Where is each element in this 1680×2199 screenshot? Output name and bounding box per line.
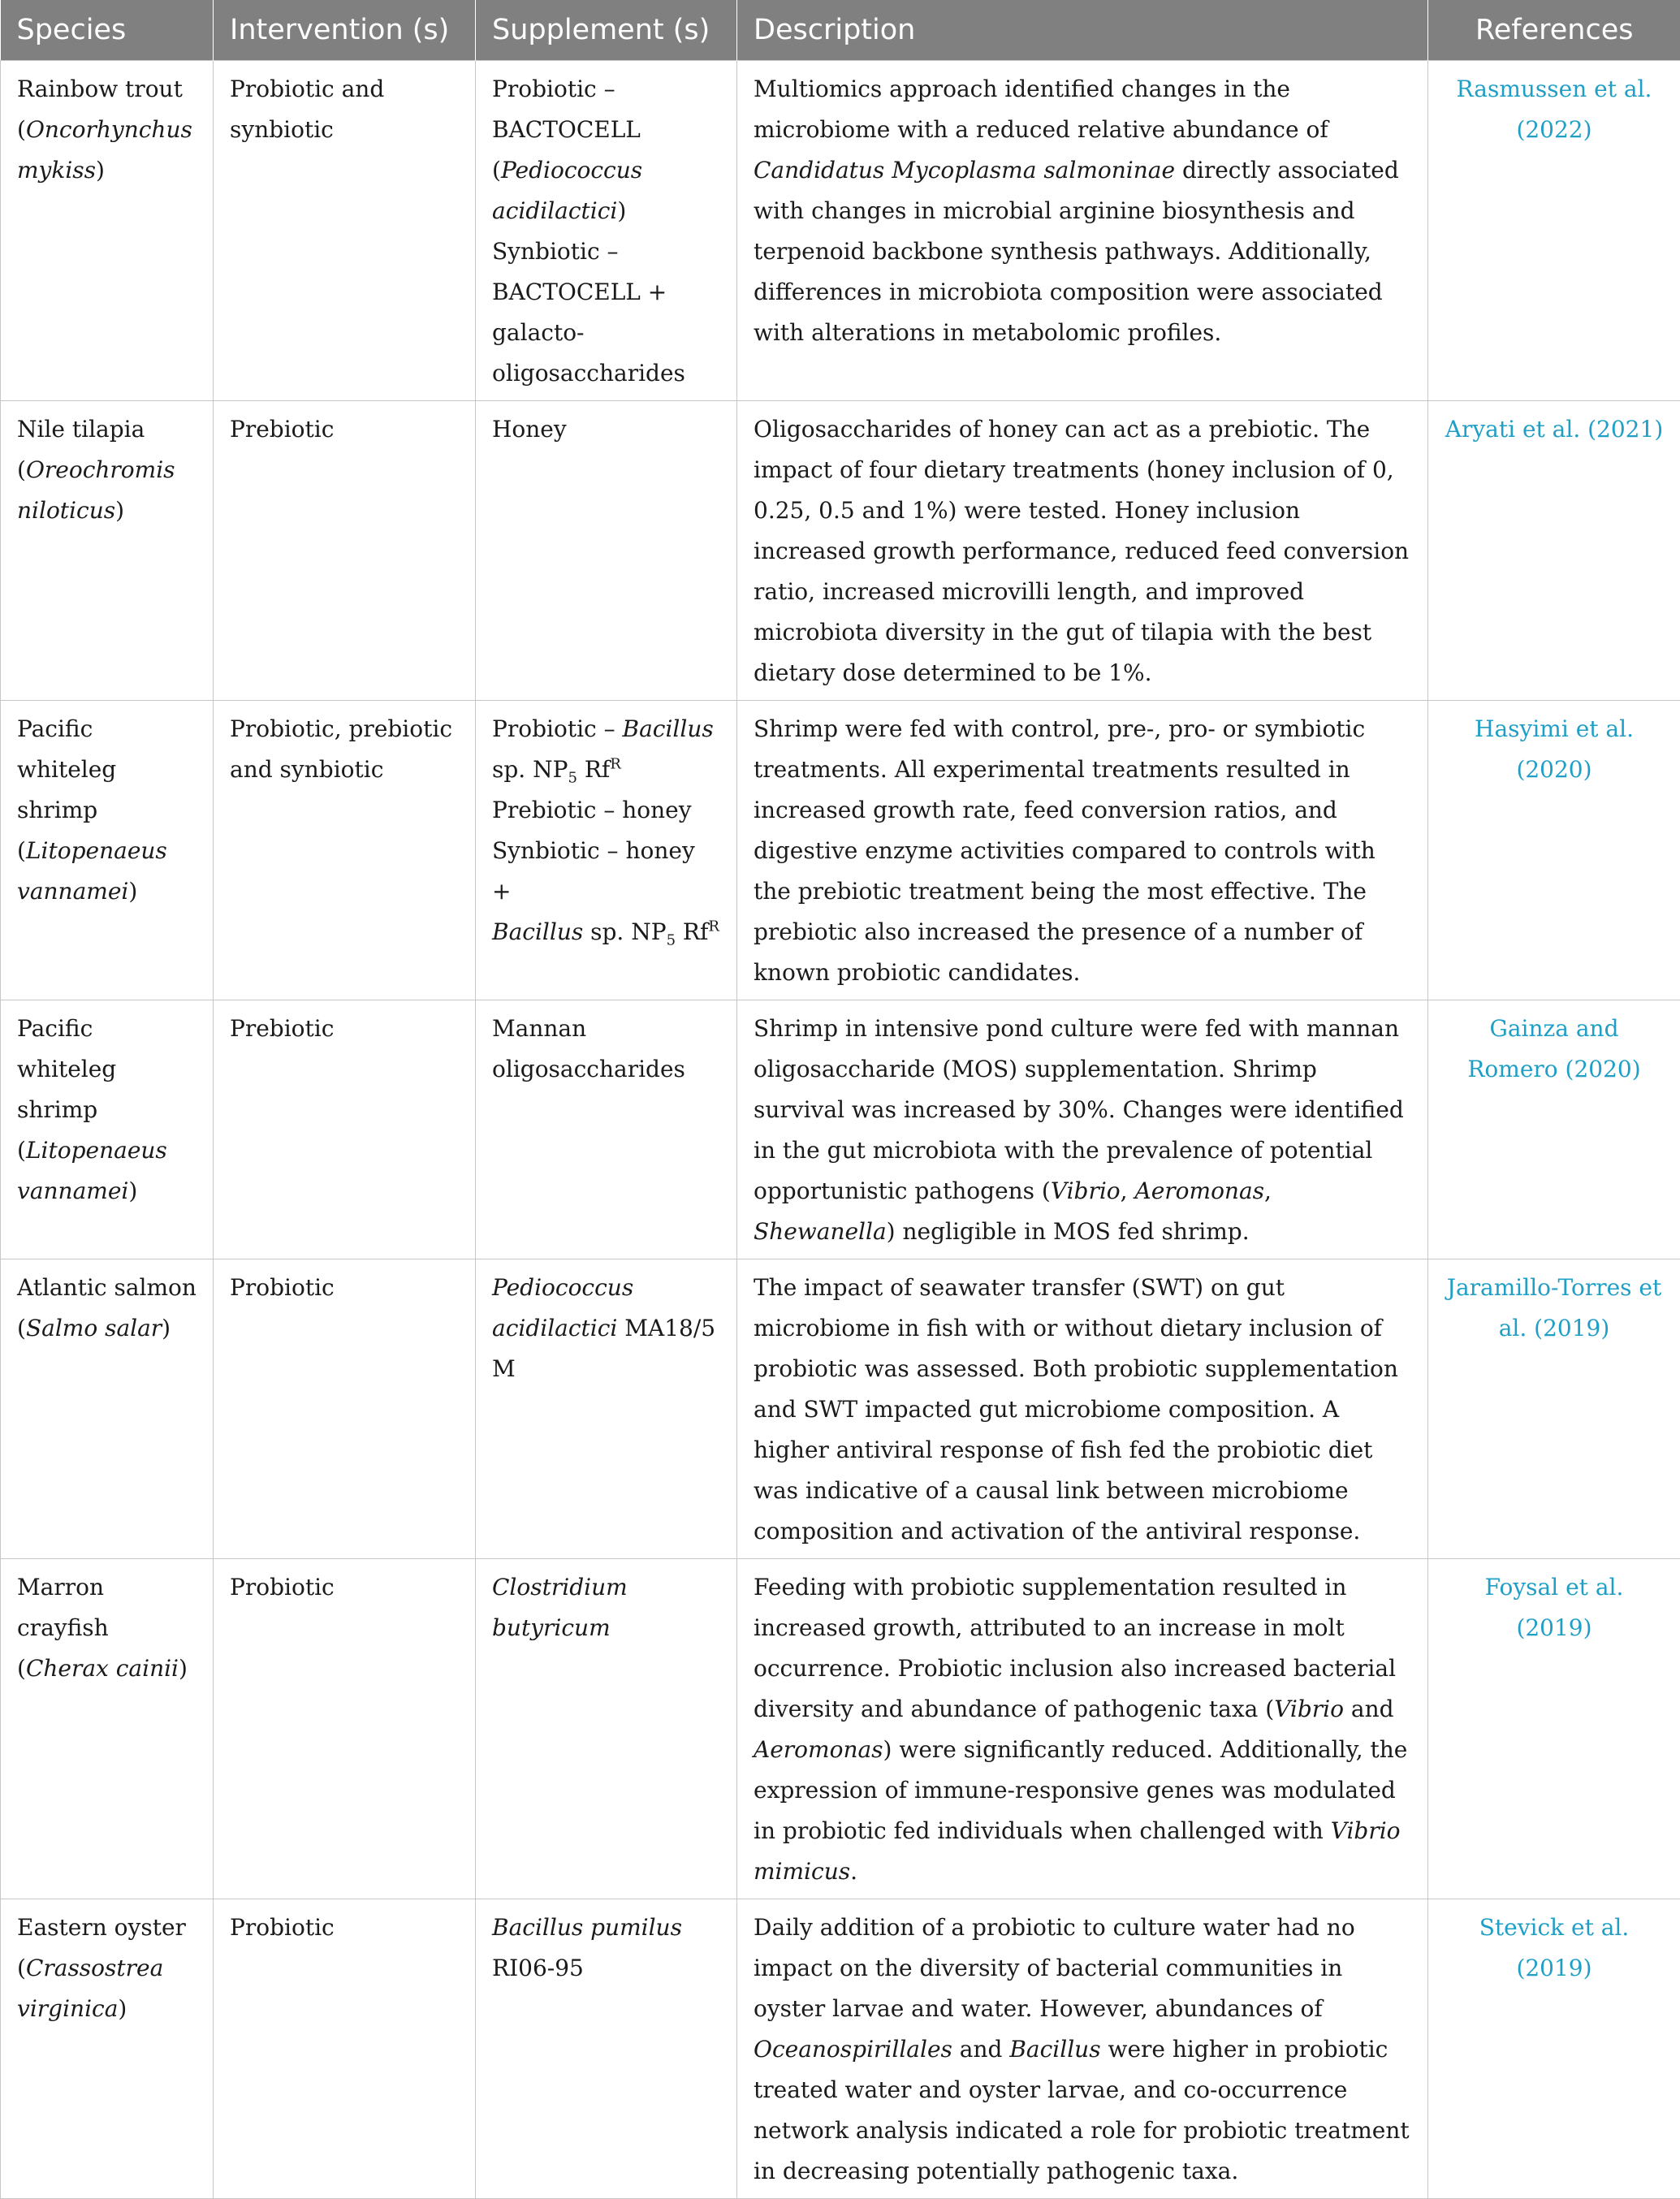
description-cell bbox=[737, 1559, 1428, 1899]
description-taxon: Aeromonas bbox=[1134, 1177, 1264, 1204]
description-cell bbox=[737, 61, 1428, 401]
intervention-cell: Probiotic bbox=[214, 1899, 476, 2199]
supplement-text: RI06-95 bbox=[492, 1955, 584, 1981]
species-cell: Eastern oyster (Crassostrea virginica) bbox=[1, 1899, 214, 2199]
description-cell: The impact of seawater transfer (SWT) on gut microbiome in fish with or without dietary inclusion of probiotic was assessed. Both probiotic supplementation and SWT impacted gut microbiome composition. A higher antiviral response of fish fed the probiotic diet was indicative of a causal link between microbiome composition and activation of the antiviral response. bbox=[737, 1259, 1428, 1559]
intervention-cell: Prebiotic bbox=[214, 401, 476, 701]
species-common: Rainbow trout bbox=[17, 76, 183, 102]
supplement-cell: Mannan oligosaccharides bbox=[476, 1000, 737, 1259]
supplement-organism: Pediococcus acidilactici bbox=[492, 157, 642, 224]
supplement-line: Synbiotic – honey + bbox=[492, 831, 720, 912]
description-taxon: Bacillus bbox=[1009, 2036, 1100, 2063]
intervention-cell: Prebiotic bbox=[214, 1000, 476, 1259]
supplement-organism: Clostridium butyricum bbox=[492, 1574, 628, 1641]
description-text: and bbox=[1351, 1696, 1394, 1722]
species-common: Nile tilapia bbox=[17, 416, 145, 443]
species-cell: Atlantic salmon (Salmo salar) bbox=[1, 1259, 214, 1559]
header-species: Species bbox=[1, 0, 214, 61]
species-common: Pacific whiteleg shrimp bbox=[17, 1015, 116, 1123]
supplement-line bbox=[492, 912, 720, 953]
description-cell: Shrimp were fed with control, pre-, pro- or symbiotic treatments. All experimental treatments resulted in increased growth rate, feed conversion ratios, and digestive enzyme activities compared to controls with the prebiotic treatment being the most effective. The prebiotic also increased the presence of a number of known probiotic candidates. bbox=[737, 701, 1428, 1000]
subscript: 5 bbox=[667, 932, 676, 949]
reference-link[interactable]: Stevick et al. (2019) bbox=[1428, 1899, 1680, 2199]
header-references: References bbox=[1428, 0, 1680, 61]
supplement-text: galacto-oligosaccharides bbox=[492, 319, 685, 387]
species-latin: Litopenaeus vannamei bbox=[17, 837, 167, 905]
species-common: Atlantic salmon bbox=[17, 1274, 197, 1301]
description-cell: Oligosaccharides of honey can act as a prebiotic. The impact of four dietary treatments (honey inclusion of 0, 0.25, 0.5 and 1%) were tested. Honey inclusion increased growth performance, reduced feed conversion ratio, increased microvilli length, and improved microbiota diversity in the gut of tilapia with the best dietary dose determined to be 1%. bbox=[737, 401, 1428, 701]
species-common: Marron crayfish bbox=[17, 1574, 109, 1641]
species-cell: Pacific whiteleg shrimp (Litopenaeus vannamei) bbox=[1, 1000, 214, 1259]
species-latin: Cherax cainii bbox=[26, 1655, 179, 1682]
supplement-text: Probiotic – bbox=[492, 715, 615, 742]
description-taxon: Aeromonas bbox=[754, 1736, 883, 1763]
table-row bbox=[1, 61, 1680, 401]
description-taxon: Vibrio bbox=[1051, 1177, 1121, 1204]
reference-link[interactable]: Jaramillo-Torres et al. (2019) bbox=[1428, 1259, 1680, 1559]
supplement-cell bbox=[476, 1899, 737, 2199]
reference-link[interactable]: Gainza and Romero (2020) bbox=[1428, 1000, 1680, 1259]
supplement-organism: Pediococcus acidilactici bbox=[492, 1274, 633, 1341]
description-text: , bbox=[1264, 1177, 1272, 1204]
description-text: ) negligible in MOS fed shrimp. bbox=[887, 1218, 1250, 1245]
description-text: ) were significantly reduced. Additionally, the expression of immune-responsive genes was modulated in probiotic fed individuals when challenged with bbox=[754, 1736, 1407, 1844]
description-text: Feeding with probiotic supplementation resulted in increased growth, attributed to an increase in molt occurrence. Probiotic inclusion also increased bacterial diversity and abundance of pathogenic taxa ( bbox=[754, 1574, 1396, 1722]
superscript: R bbox=[610, 756, 621, 773]
supplement-text: sp. bbox=[492, 756, 525, 783]
supplement-organism: Bacillus bbox=[492, 918, 583, 945]
supplement-text: BACTOCELL bbox=[492, 116, 641, 143]
species-common: Eastern oyster bbox=[17, 1914, 186, 1941]
supplement-text: Rf bbox=[683, 918, 708, 945]
species-cell: Marron crayfish (Cherax cainii) bbox=[1, 1559, 214, 1899]
species-cell: Pacific whiteleg shrimp (Litopenaeus vannamei) bbox=[1, 701, 214, 1000]
supplement-text: NP bbox=[533, 756, 568, 783]
description-cell bbox=[737, 1000, 1428, 1259]
supplement-organism: Bacillus pumilus bbox=[492, 1914, 682, 1941]
intervention-cell: Probiotic bbox=[214, 1559, 476, 1899]
supplement-organism: Bacillus bbox=[623, 715, 714, 742]
table-row bbox=[1, 1000, 1680, 1259]
description-taxon: Shewanella bbox=[754, 1218, 887, 1245]
supplement-cell: Probiotic – BACTOCELL (Pediococcus acidilactici) Synbiotic – BACTOCELL + galacto-oligosaccharides bbox=[476, 61, 737, 401]
supplement-line: Prebiotic – honey bbox=[492, 790, 720, 831]
species-cell: Nile tilapia (Oreochromis niloticus) bbox=[1, 401, 214, 701]
description-taxon: Candidatus Mycoplasma salmoninae bbox=[754, 157, 1175, 184]
species-latin: Salmo salar bbox=[26, 1315, 162, 1341]
supplement-cell bbox=[476, 701, 737, 1000]
species-latin: Crassostrea virginica bbox=[17, 1955, 163, 2022]
species-common: Pacific whiteleg shrimp bbox=[17, 715, 116, 823]
reference-link[interactable]: Rasmussen et al. (2022) bbox=[1428, 61, 1680, 401]
supplement-text: Rf bbox=[585, 756, 610, 783]
supplement-text: Synbiotic – bbox=[492, 238, 619, 265]
description-text: Shrimp in intensive pond culture were fed with mannan oligosaccharide (MOS) supplementation. Shrimp survival was increased by 30%. Changes were identified in the gut microbiota with the prevalence of potential opportunistic pathogens ( bbox=[754, 1015, 1404, 1204]
description-text: directly associated with changes in microbial arginine biosynthesis and terpenoid backbone synthesis pathways. Additionally, differences in microbiota composition were associated with alterations in metabolomic profiles. bbox=[754, 157, 1399, 346]
description-text: and bbox=[960, 2036, 1003, 2063]
superscript: R bbox=[708, 918, 719, 935]
table-row bbox=[1, 401, 1680, 701]
intervention-cell: Probiotic and synbiotic bbox=[214, 61, 476, 401]
supplement-text: MA18/5 M bbox=[492, 1315, 715, 1382]
species-cell: Rainbow trout (Oncorhynchus mykiss) bbox=[1, 61, 214, 401]
description-cell bbox=[737, 1899, 1428, 2199]
reference-link[interactable]: Foysal et al. (2019) bbox=[1428, 1559, 1680, 1899]
species-latin: Oncorhynchus mykiss bbox=[17, 116, 192, 184]
intervention-cell: Probiotic bbox=[214, 1259, 476, 1559]
reference-link[interactable]: Hasyimi et al. (2020) bbox=[1428, 701, 1680, 1000]
subscript: 5 bbox=[568, 770, 577, 787]
description-taxon: Vibrio bbox=[1274, 1696, 1344, 1722]
header-description: Description bbox=[737, 0, 1428, 61]
supplement-cell bbox=[476, 1259, 737, 1559]
description-text: , bbox=[1121, 1177, 1128, 1204]
description-text: . bbox=[850, 1858, 857, 1885]
reference-link[interactable]: Aryati et al. (2021) bbox=[1428, 401, 1680, 701]
species-latin: Oreochromis niloticus bbox=[17, 456, 175, 524]
header-row bbox=[1, 0, 1680, 61]
supplement-line bbox=[492, 709, 720, 790]
intervention-cell: Probiotic, prebiotic and synbiotic bbox=[214, 701, 476, 1000]
description-text: were higher in probiotic treated water and oyster larvae, and co-occurrence network analysis indicated a role for probiotic treatment in decreasing potentially pathogenic taxa. bbox=[754, 2036, 1410, 2184]
table-row bbox=[1, 1259, 1680, 1559]
header-intervention: Intervention (s) bbox=[214, 0, 476, 61]
description-text: Multiomics approach identified changes in the microbiome with a reduced relative abundance of bbox=[754, 76, 1328, 143]
description-text: Daily addition of a probiotic to culture water had no impact on the diversity of bacterial communities in oyster larvae and water. However, abundances of bbox=[754, 1914, 1355, 2022]
supplement-text: sp. NP bbox=[590, 918, 666, 945]
description-taxon: Vibrio mimicus bbox=[754, 1817, 1401, 1885]
supplement-cell bbox=[476, 1559, 737, 1899]
header-supplement: Supplement (s) bbox=[476, 0, 737, 61]
table-header bbox=[1, 0, 1680, 61]
table-row bbox=[1, 1899, 1680, 2199]
supplement-cell: Honey bbox=[476, 401, 737, 701]
supplement-text: BACTOCELL + bbox=[492, 279, 667, 305]
species-latin: Litopenaeus vannamei bbox=[17, 1137, 167, 1204]
description-taxon: Oceanospirillales bbox=[754, 2036, 952, 2063]
supplement-text: Probiotic – bbox=[492, 76, 615, 102]
table-row bbox=[1, 701, 1680, 1000]
table-row bbox=[1, 1559, 1680, 1899]
